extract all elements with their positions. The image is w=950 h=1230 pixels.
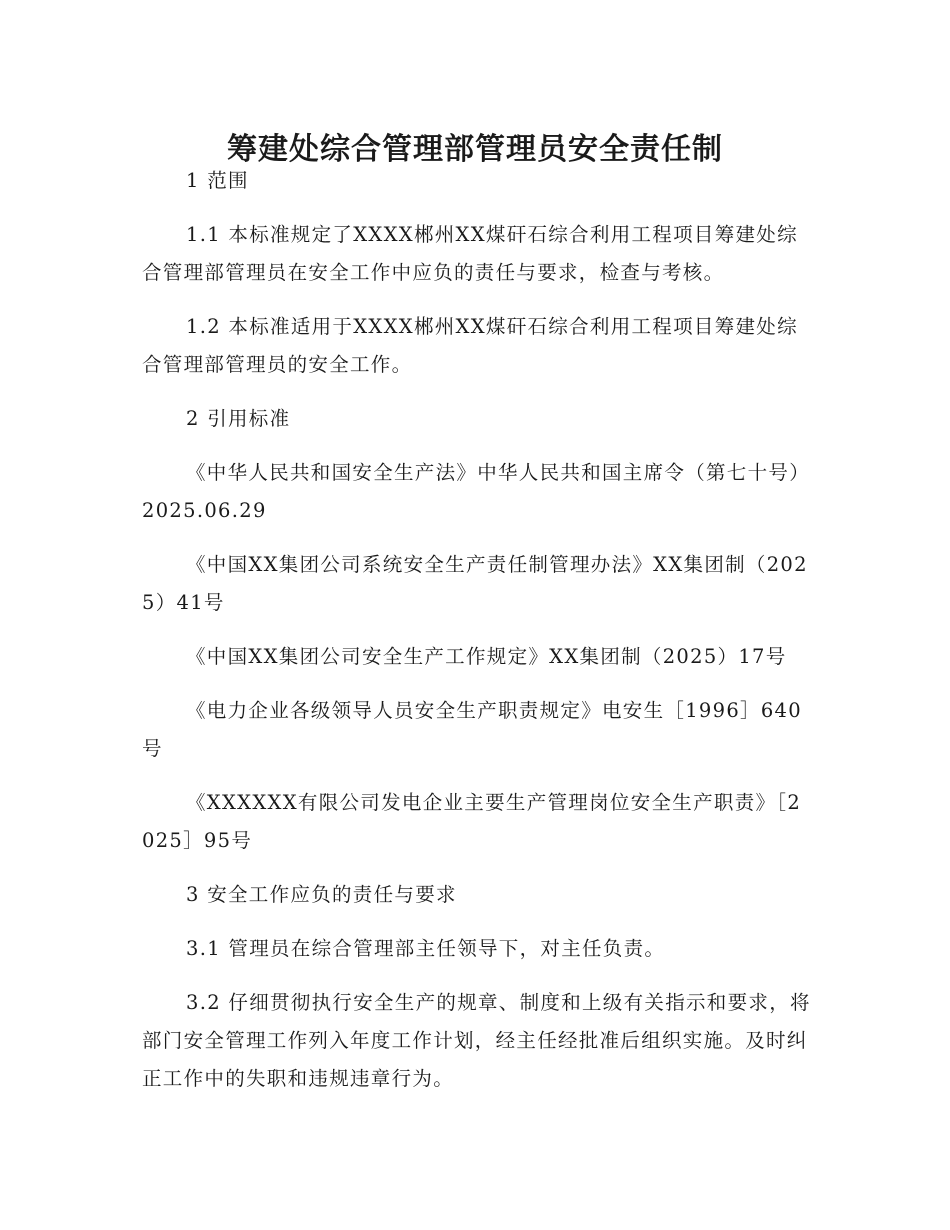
reference-item: 《中华人民共和国安全生产法》中华人民共和国主席令（第七十号）2025.06.29 <box>142 461 811 522</box>
paragraph-1-2: 1.2 本标准适用于XXXX郴州XX煤矸石综合利用工程项目筹建处综合管理部管理员的安全工作。 <box>142 315 798 376</box>
document-body <box>142 162 812 1114</box>
reference-item: 《中国XX集团公司安全生产工作规定》XX集团制（2025）17号 <box>186 645 787 668</box>
reference-item: 《电力企业各级领导人员安全生产职责规定》电安生［1996］640号 <box>142 699 802 760</box>
reference-item: 《XXXXXX有限公司发电企业主要生产管理岗位安全生产职责》［2025］95号 <box>142 791 802 852</box>
document-title: 筹建处综合管理部管理员安全责任制 <box>227 132 723 168</box>
paragraph-3-1: 3.1 管理员在综合管理部主任领导下，对主任负责。 <box>186 937 666 960</box>
paragraph-3-2: 3.2 仔细贯彻执行安全生产的规章、制度和上级有关指示和要求，将部门安全管理工作列入年度工作计划，经主任经批准后组织实施。及时纠正工作中的失职和违规违章行为。 <box>142 991 811 1090</box>
paragraph-1-1: 1.1 本标准规定了XXXX郴州XX煤矸石综合利用工程项目筹建处综合管理部管理员在安全工作中应负的责任与要求，检查与考核。 <box>142 223 798 284</box>
section-heading-scope: 1 范围 <box>186 169 249 192</box>
reference-item: 《中国XX集团公司系统安全生产责任制管理办法》XX集团制（2025）41号 <box>142 553 808 614</box>
section-heading-responsibilities: 3 安全工作应负的责任与要求 <box>186 883 457 906</box>
section-heading-references: 2 引用标准 <box>186 407 291 430</box>
